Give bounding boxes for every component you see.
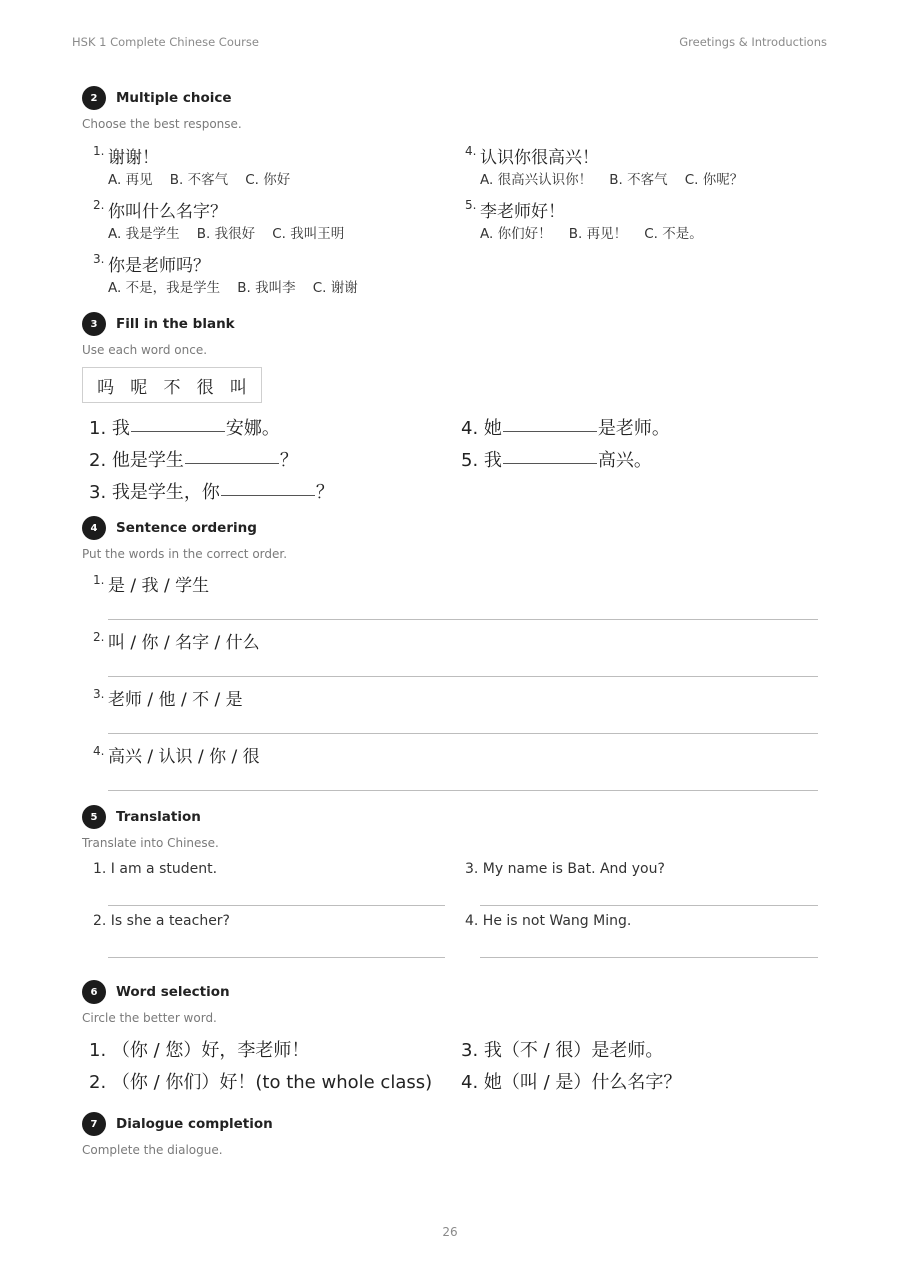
section-title: Sentence ordering [116, 520, 257, 536]
scrambled-words: 是 / 我 / 学生 [108, 576, 210, 596]
answer-line[interactable] [108, 733, 818, 734]
section-instruction: Translate into Chinese. [82, 836, 219, 850]
section-2-heading [82, 86, 232, 110]
section-instruction: Circle the better word. [82, 1011, 217, 1025]
item-number: 4. [461, 418, 479, 439]
question-text: 认识你很高兴！ [480, 148, 599, 168]
section-number-badge: 2 [82, 86, 106, 110]
section-7-heading [82, 1112, 273, 1136]
section-number-badge: 4 [82, 516, 106, 540]
fill-blank-item [461, 446, 652, 472]
translation-prompt: 1. I am a student. [93, 861, 218, 877]
question-text: 你叫什么名字？ [108, 202, 227, 222]
word-selection-item: 1. （你 / 您）好，李老师！ [89, 1040, 310, 1061]
text-after-blank: 是老师。 [597, 418, 670, 439]
section-number-badge: 6 [82, 980, 106, 1004]
question-options: A. 很高兴认识你！ B. 不客气 C. 你呢？ [480, 172, 744, 188]
question-options: A. 不是，我是学生 B. 我叫李 C. 谢谢 [108, 280, 358, 296]
section-instruction: Choose the best response. [82, 117, 242, 131]
translation-prompt: 2. Is she a teacher? [93, 913, 230, 929]
section-5-heading [82, 805, 201, 829]
question-number: 5. [465, 198, 477, 212]
question-number: 3. [93, 252, 105, 266]
section-number-badge: 7 [82, 1112, 106, 1136]
section-title: Translation [116, 809, 201, 825]
item-number: 1. [89, 418, 107, 439]
question-text: 你是老师吗？ [108, 256, 210, 276]
section-instruction: Put the words in the correct order. [82, 547, 288, 561]
question-text: 李老师好！ [480, 202, 565, 222]
answer-line[interactable] [108, 957, 445, 958]
fill-blank-item [461, 414, 670, 440]
section-title: Dialogue completion [116, 1116, 273, 1132]
word-bank-item: 不 [163, 377, 181, 398]
question-number: 4. [93, 744, 105, 758]
section-3-heading [82, 312, 235, 336]
answer-blank[interactable] [131, 430, 225, 432]
word-bank-item: 叫 [229, 377, 247, 398]
answer-line[interactable] [480, 905, 818, 906]
section-4-heading [82, 516, 257, 540]
section-number-badge: 3 [82, 312, 106, 336]
text-before-blank: 他是学生 [111, 450, 184, 471]
fill-blank-item [89, 446, 298, 472]
text-after-blank: 高兴。 [597, 450, 652, 471]
word-bank [82, 367, 262, 403]
item-number: 3. [89, 482, 107, 503]
question-options: A. 我是学生 B. 我很好 C. 我叫王明 [108, 226, 345, 242]
fill-blank-item [89, 414, 280, 440]
text-after-blank: 安娜。 [225, 418, 280, 439]
question-number: 1. [93, 144, 105, 158]
answer-blank[interactable] [503, 430, 597, 432]
word-bank-item: 呢 [130, 377, 148, 398]
answer-line[interactable] [108, 790, 818, 791]
section-number-badge: 5 [82, 805, 106, 829]
item-number: 5. [461, 450, 479, 471]
scrambled-words: 高兴 / 认识 / 你 / 很 [108, 747, 260, 767]
section-title: Fill in the blank [116, 316, 235, 332]
question-options: A. 再见 B. 不客气 C. 你好 [108, 172, 291, 188]
page-number: 26 [442, 1225, 458, 1239]
answer-blank[interactable] [185, 462, 279, 464]
answer-line[interactable] [108, 676, 818, 677]
item-number: 2. [89, 450, 107, 471]
answer-line[interactable] [108, 619, 818, 620]
translation-prompt: 4. He is not Wang Ming. [465, 913, 632, 929]
section-instruction: Complete the dialogue. [82, 1143, 223, 1157]
text-after-blank: ？ [279, 450, 298, 471]
word-selection-item: 4. 她（叫 / 是）什么名字？ [461, 1072, 682, 1093]
word-bank-item: 很 [196, 377, 214, 398]
question-number: 1. [93, 573, 105, 587]
text-before-blank: 她 [483, 418, 502, 439]
question-options: A. 你们好！ B. 再见！ C. 不是。 [480, 226, 703, 242]
text-after-blank: ？ [315, 482, 334, 503]
section-title: Multiple choice [116, 90, 232, 106]
question-number: 4. [465, 144, 477, 158]
text-before-blank: 我是学生，你 [111, 482, 220, 503]
section-title: Word selection [116, 984, 230, 1000]
fill-blank-item [89, 478, 334, 504]
answer-blank[interactable] [221, 494, 315, 496]
answer-line[interactable] [108, 905, 445, 906]
question-number: 2. [93, 630, 105, 644]
question-number: 3. [93, 687, 105, 701]
translation-prompt: 3. My name is Bat. And you? [465, 861, 665, 877]
word-selection-item: 2. （你 / 你们）好！(to the whole class) [89, 1072, 433, 1093]
scrambled-words: 叫 / 你 / 名字 / 什么 [108, 633, 260, 653]
answer-blank[interactable] [503, 462, 597, 464]
section-instruction: Use each word once. [82, 343, 208, 357]
section-6-heading [82, 980, 230, 1004]
text-before-blank: 我 [111, 418, 130, 439]
answer-line[interactable] [480, 957, 818, 958]
word-selection-item: 3. 我（不 / 很）是老师。 [461, 1040, 664, 1061]
text-before-blank: 我 [483, 450, 502, 471]
question-text: 谢谢！ [108, 148, 159, 168]
running-header-chapter: Greetings & Introductions [679, 35, 827, 49]
word-bank-item: 吗 [97, 377, 115, 398]
scrambled-words: 老师 / 他 / 不 / 是 [108, 690, 243, 710]
question-number: 2. [93, 198, 105, 212]
running-header-course: HSK 1 Complete Chinese Course [72, 35, 259, 49]
